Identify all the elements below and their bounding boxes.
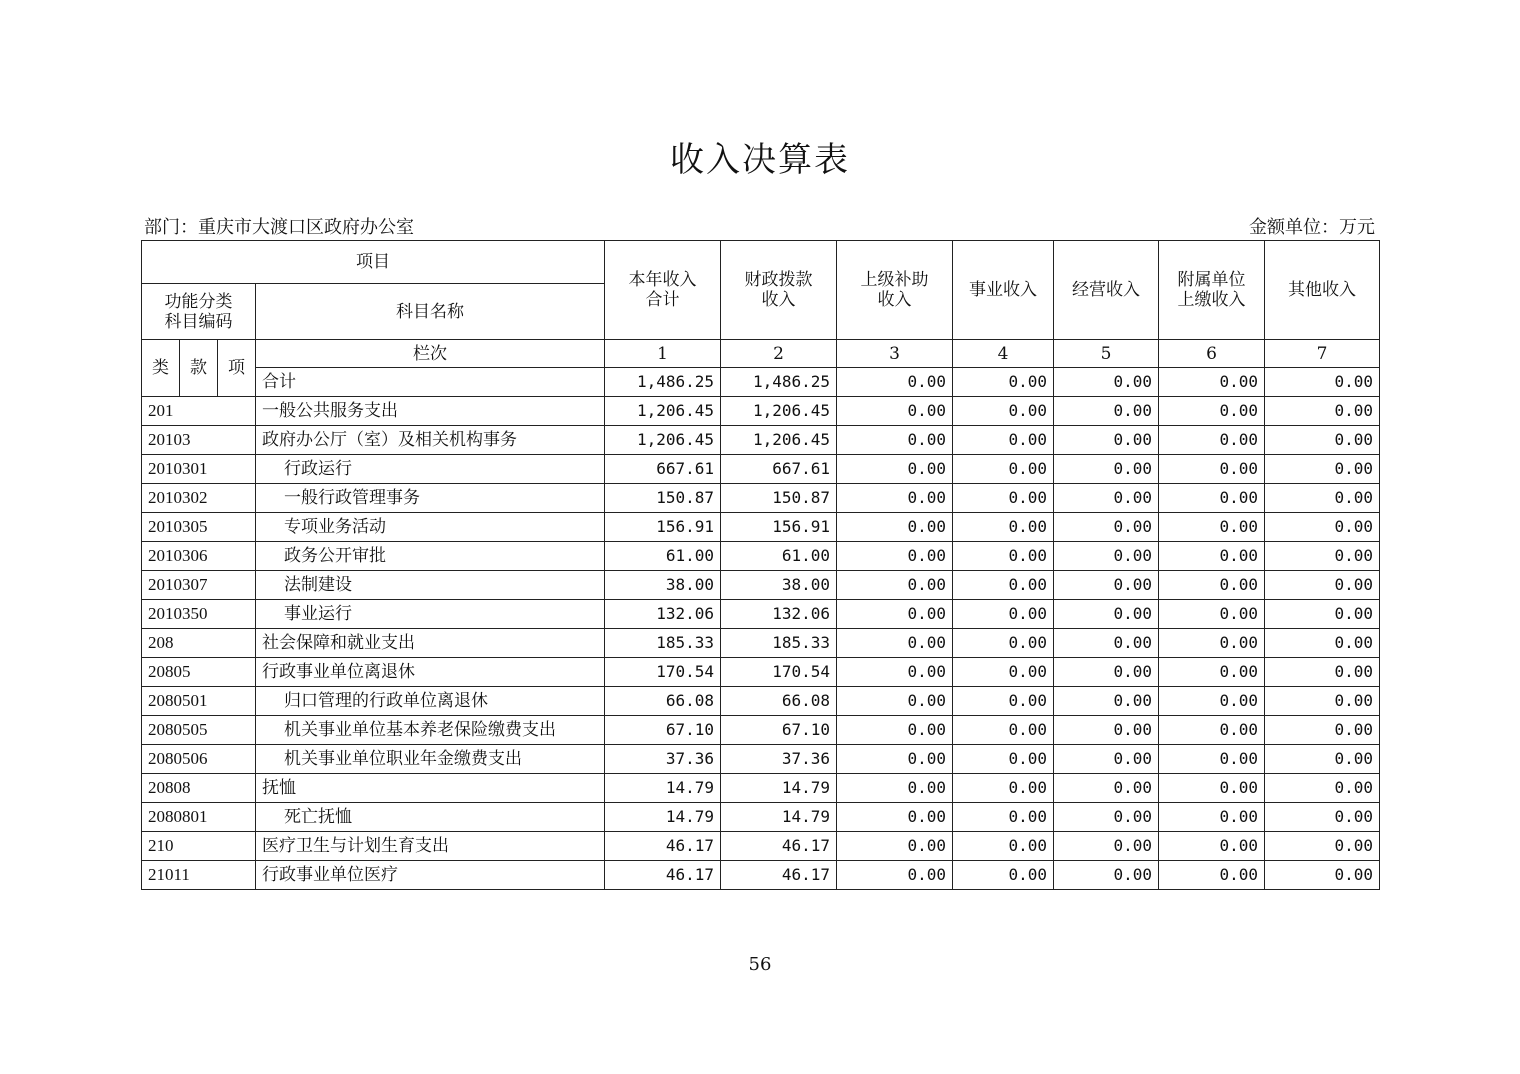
- income-statement-table: [141, 240, 1380, 890]
- row-value: 0.00: [1054, 513, 1159, 542]
- row-code: 2010306: [142, 542, 256, 571]
- row-value: 0.00: [953, 455, 1054, 484]
- table-row: [142, 658, 1380, 687]
- row-value: 0.00: [837, 861, 953, 890]
- row-value: 0.00: [953, 426, 1054, 455]
- table-row: [142, 629, 1380, 658]
- col-number: 4: [953, 340, 1054, 368]
- row-value: 46.17: [605, 861, 721, 890]
- table-row: [142, 513, 1380, 542]
- table-row: [142, 745, 1380, 774]
- row-value: 14.79: [721, 774, 837, 803]
- row-value: 14.79: [721, 803, 837, 832]
- row-value: 0.00: [1159, 426, 1265, 455]
- row-value: 0.00: [1265, 571, 1380, 600]
- table-row: [142, 426, 1380, 455]
- row-value: 132.06: [605, 600, 721, 629]
- row-value: 150.87: [721, 484, 837, 513]
- row-name: 机关事业单位基本养老保险缴费支出: [256, 716, 605, 745]
- row-value: 0.00: [1159, 861, 1265, 890]
- row-value: 0.00: [1265, 745, 1380, 774]
- row-value: 38.00: [721, 571, 837, 600]
- table-row: [142, 774, 1380, 803]
- row-value: 0.00: [837, 455, 953, 484]
- row-value: 0.00: [1265, 629, 1380, 658]
- row-code: 2010301: [142, 455, 256, 484]
- table-row: [142, 484, 1380, 513]
- row-value: 0.00: [1265, 426, 1380, 455]
- row-value: 1,486.25: [721, 368, 837, 397]
- row-value: 0.00: [837, 571, 953, 600]
- col-total-line1: 本年收入: [628, 270, 697, 290]
- row-value: 0.00: [1054, 745, 1159, 774]
- row-value: 0.00: [1159, 571, 1265, 600]
- row-value: 0.00: [953, 368, 1054, 397]
- row-name: 机关事业单位职业年金缴费支出: [256, 745, 605, 774]
- row-value: 185.33: [605, 629, 721, 658]
- row-value: 0.00: [1054, 426, 1159, 455]
- row-value: 0.00: [837, 542, 953, 571]
- row-name: 行政事业单位离退休: [256, 658, 605, 687]
- project-header: 项目: [142, 241, 605, 284]
- row-value: 0.00: [1265, 542, 1380, 571]
- row-value: 0.00: [1265, 803, 1380, 832]
- func-code-line1: 功能分类: [164, 291, 233, 312]
- row-value: 37.36: [605, 745, 721, 774]
- col-number: 6: [1159, 340, 1265, 368]
- row-name: 一般行政管理事务: [256, 484, 605, 513]
- page-number: 56: [748, 954, 772, 975]
- row-code: 201: [142, 397, 256, 426]
- row-code: 2010302: [142, 484, 256, 513]
- row-value: 0.00: [1054, 716, 1159, 745]
- row-name: 死亡抚恤: [256, 803, 605, 832]
- row-value: 0.00: [1054, 658, 1159, 687]
- row-code: 208: [142, 629, 256, 658]
- row-value: 0.00: [1054, 774, 1159, 803]
- row-value: 0.00: [837, 658, 953, 687]
- row-value: 0.00: [953, 513, 1054, 542]
- table-row: [142, 716, 1380, 745]
- row-value: 0.00: [953, 745, 1054, 774]
- row-name: 事业运行: [256, 600, 605, 629]
- row-value: 0.00: [837, 513, 953, 542]
- col-number: 2: [721, 340, 837, 368]
- row-value: 0.00: [1054, 484, 1159, 513]
- row-value: 0.00: [837, 629, 953, 658]
- row-name: 抚恤: [256, 774, 605, 803]
- row-value: 667.61: [605, 455, 721, 484]
- row-value: 0.00: [953, 803, 1054, 832]
- row-value: 0.00: [1159, 716, 1265, 745]
- table-row: [142, 455, 1380, 484]
- row-value: 0.00: [1265, 600, 1380, 629]
- row-value: 0.00: [1265, 368, 1380, 397]
- row-value: 0.00: [837, 716, 953, 745]
- row-value: 0.00: [1054, 455, 1159, 484]
- table-row: [142, 687, 1380, 716]
- row-value: 0.00: [837, 832, 953, 861]
- row-value: 0.00: [1159, 600, 1265, 629]
- row-value: 0.00: [1054, 397, 1159, 426]
- row-value: 46.17: [605, 832, 721, 861]
- col-number: 5: [1054, 340, 1159, 368]
- row-code: 20808: [142, 774, 256, 803]
- row-value: 0.00: [1265, 687, 1380, 716]
- row-value: 0.00: [837, 368, 953, 397]
- row-value: 0.00: [1265, 832, 1380, 861]
- row-name: 行政事业单位医疗: [256, 861, 605, 890]
- col-number: 1: [605, 340, 721, 368]
- col-superior-header: [837, 241, 953, 340]
- row-name: 一般公共服务支出: [256, 397, 605, 426]
- row-value: 0.00: [1054, 368, 1159, 397]
- row-code: 20805: [142, 658, 256, 687]
- row-value: 46.17: [721, 861, 837, 890]
- row-value: 667.61: [721, 455, 837, 484]
- row-name: 政府办公厅（室）及相关机构事务: [256, 426, 605, 455]
- row-value: 0.00: [837, 687, 953, 716]
- department-label: 部门：重庆市大渡口区政府办公室: [144, 217, 414, 238]
- col-superior-line1: 上级补助: [860, 270, 929, 290]
- row-code: 2010307: [142, 571, 256, 600]
- row-code: 20103: [142, 426, 256, 455]
- row-value: 0.00: [1159, 774, 1265, 803]
- xiang-header: 项: [218, 340, 256, 397]
- row-name: 专项业务活动: [256, 513, 605, 542]
- row-value: 0.00: [953, 397, 1054, 426]
- row-value: 132.06: [721, 600, 837, 629]
- row-value: 1,206.45: [721, 426, 837, 455]
- row-value: 0.00: [953, 832, 1054, 861]
- row-value: 1,486.25: [605, 368, 721, 397]
- row-value: 0.00: [1159, 368, 1265, 397]
- row-value: 156.91: [721, 513, 837, 542]
- row-code: 210: [142, 832, 256, 861]
- row-value: 66.08: [721, 687, 837, 716]
- row-value: 0.00: [953, 658, 1054, 687]
- row-value: 0.00: [1054, 803, 1159, 832]
- row-value: 0.00: [1265, 484, 1380, 513]
- row-value: 0.00: [1159, 832, 1265, 861]
- header-row-3: [142, 340, 1380, 368]
- row-value: 67.10: [605, 716, 721, 745]
- row-value: 38.00: [605, 571, 721, 600]
- row-value: 0.00: [837, 397, 953, 426]
- row-value: 150.87: [605, 484, 721, 513]
- row-value: 0.00: [953, 687, 1054, 716]
- row-value: 0.00: [1159, 745, 1265, 774]
- func-code-header: [142, 284, 256, 340]
- row-value: 0.00: [953, 861, 1054, 890]
- row-code: 2010305: [142, 513, 256, 542]
- row-name: 法制建设: [256, 571, 605, 600]
- row-value: 0.00: [953, 716, 1054, 745]
- row-value: 0.00: [1265, 658, 1380, 687]
- row-value: 0.00: [1159, 803, 1265, 832]
- row-value: 0.00: [1265, 774, 1380, 803]
- row-value: 0.00: [1265, 455, 1380, 484]
- row-code: 2010350: [142, 600, 256, 629]
- row-value: 61.00: [721, 542, 837, 571]
- row-value: 0.00: [837, 745, 953, 774]
- row-value: 170.54: [605, 658, 721, 687]
- col-affiliate-line2: 上缴收入: [1177, 290, 1246, 310]
- table-row: [142, 803, 1380, 832]
- row-value: 185.33: [721, 629, 837, 658]
- col-fiscal-header: [721, 241, 837, 340]
- row-value: 0.00: [1159, 629, 1265, 658]
- row-value: 0.00: [1159, 687, 1265, 716]
- row-value: 14.79: [605, 774, 721, 803]
- row-value: 1,206.45: [605, 426, 721, 455]
- row-name: 合计: [256, 368, 605, 397]
- row-name: 医疗卫生与计划生育支出: [256, 832, 605, 861]
- row-value: 0.00: [953, 571, 1054, 600]
- row-value: 0.00: [1054, 687, 1159, 716]
- row-value: 0.00: [1159, 397, 1265, 426]
- row-value: 37.36: [721, 745, 837, 774]
- row-code: 2080501: [142, 687, 256, 716]
- kuan-header: 款: [180, 340, 218, 397]
- row-value: 0.00: [1265, 513, 1380, 542]
- row-value: 66.08: [605, 687, 721, 716]
- row-value: 0.00: [837, 803, 953, 832]
- row-value: 0.00: [837, 484, 953, 513]
- row-value: 0.00: [1159, 542, 1265, 571]
- row-value: 0.00: [953, 600, 1054, 629]
- row-value: 0.00: [1265, 716, 1380, 745]
- col-affiliate-header: [1159, 241, 1265, 340]
- unit-label: 金额单位：万元: [1249, 217, 1375, 238]
- row-value: 0.00: [837, 600, 953, 629]
- row-code: 21011: [142, 861, 256, 890]
- row-value: 0.00: [953, 484, 1054, 513]
- row-value: 0.00: [1054, 832, 1159, 861]
- row-code: 2080505: [142, 716, 256, 745]
- col-business-header: 事业收入: [953, 241, 1054, 340]
- table-row: [142, 397, 1380, 426]
- row-code: 2080506: [142, 745, 256, 774]
- col-total-line2: 合计: [645, 290, 680, 310]
- row-value: 0.00: [1054, 571, 1159, 600]
- row-value: 1,206.45: [721, 397, 837, 426]
- header-row-1: [142, 241, 1380, 284]
- row-value: 0.00: [1054, 861, 1159, 890]
- row-value: 0.00: [837, 426, 953, 455]
- row-name: 政务公开审批: [256, 542, 605, 571]
- func-code-line2: 科目编码: [164, 311, 233, 332]
- row-value: 0.00: [1265, 397, 1380, 426]
- table-row-total: [142, 368, 1380, 397]
- table-row: [142, 861, 1380, 890]
- row-value: 156.91: [605, 513, 721, 542]
- row-value: 14.79: [605, 803, 721, 832]
- row-value: 0.00: [953, 774, 1054, 803]
- row-name: 行政运行: [256, 455, 605, 484]
- row-value: 0.00: [953, 629, 1054, 658]
- row-value: 0.00: [1054, 629, 1159, 658]
- col-other-header: 其他收入: [1265, 241, 1380, 340]
- table-row: [142, 600, 1380, 629]
- lei-header: 类: [142, 340, 180, 397]
- row-value: 170.54: [721, 658, 837, 687]
- row-value: 46.17: [721, 832, 837, 861]
- col-total-header: [605, 241, 721, 340]
- col-superior-line2: 收入: [877, 290, 912, 310]
- col-affiliate-line1: 附属单位: [1177, 270, 1246, 290]
- row-value: 0.00: [1159, 484, 1265, 513]
- row-code: 2080801: [142, 803, 256, 832]
- col-operating-header: 经营收入: [1054, 241, 1159, 340]
- row-value: 0.00: [1159, 513, 1265, 542]
- page-title: 收入决算表: [670, 140, 850, 180]
- row-name: 归口管理的行政单位离退休: [256, 687, 605, 716]
- row-value: 0.00: [953, 542, 1054, 571]
- table-row: [142, 832, 1380, 861]
- col-number: 3: [837, 340, 953, 368]
- subject-name-header: 科目名称: [256, 284, 605, 340]
- row-value: 0.00: [1159, 658, 1265, 687]
- row-value: 61.00: [605, 542, 721, 571]
- row-value: 0.00: [1159, 455, 1265, 484]
- row-value: 1,206.45: [605, 397, 721, 426]
- col-fiscal-line1: 财政拨款: [744, 270, 813, 290]
- table-row: [142, 542, 1380, 571]
- table-row: [142, 571, 1380, 600]
- row-value: 0.00: [1265, 861, 1380, 890]
- col-number: 7: [1265, 340, 1380, 368]
- lanci-header: 栏次: [256, 340, 605, 368]
- row-value: 0.00: [837, 774, 953, 803]
- col-fiscal-line2: 收入: [761, 290, 796, 310]
- row-value: 67.10: [721, 716, 837, 745]
- row-value: 0.00: [1054, 542, 1159, 571]
- row-value: 0.00: [1054, 600, 1159, 629]
- row-name: 社会保障和就业支出: [256, 629, 605, 658]
